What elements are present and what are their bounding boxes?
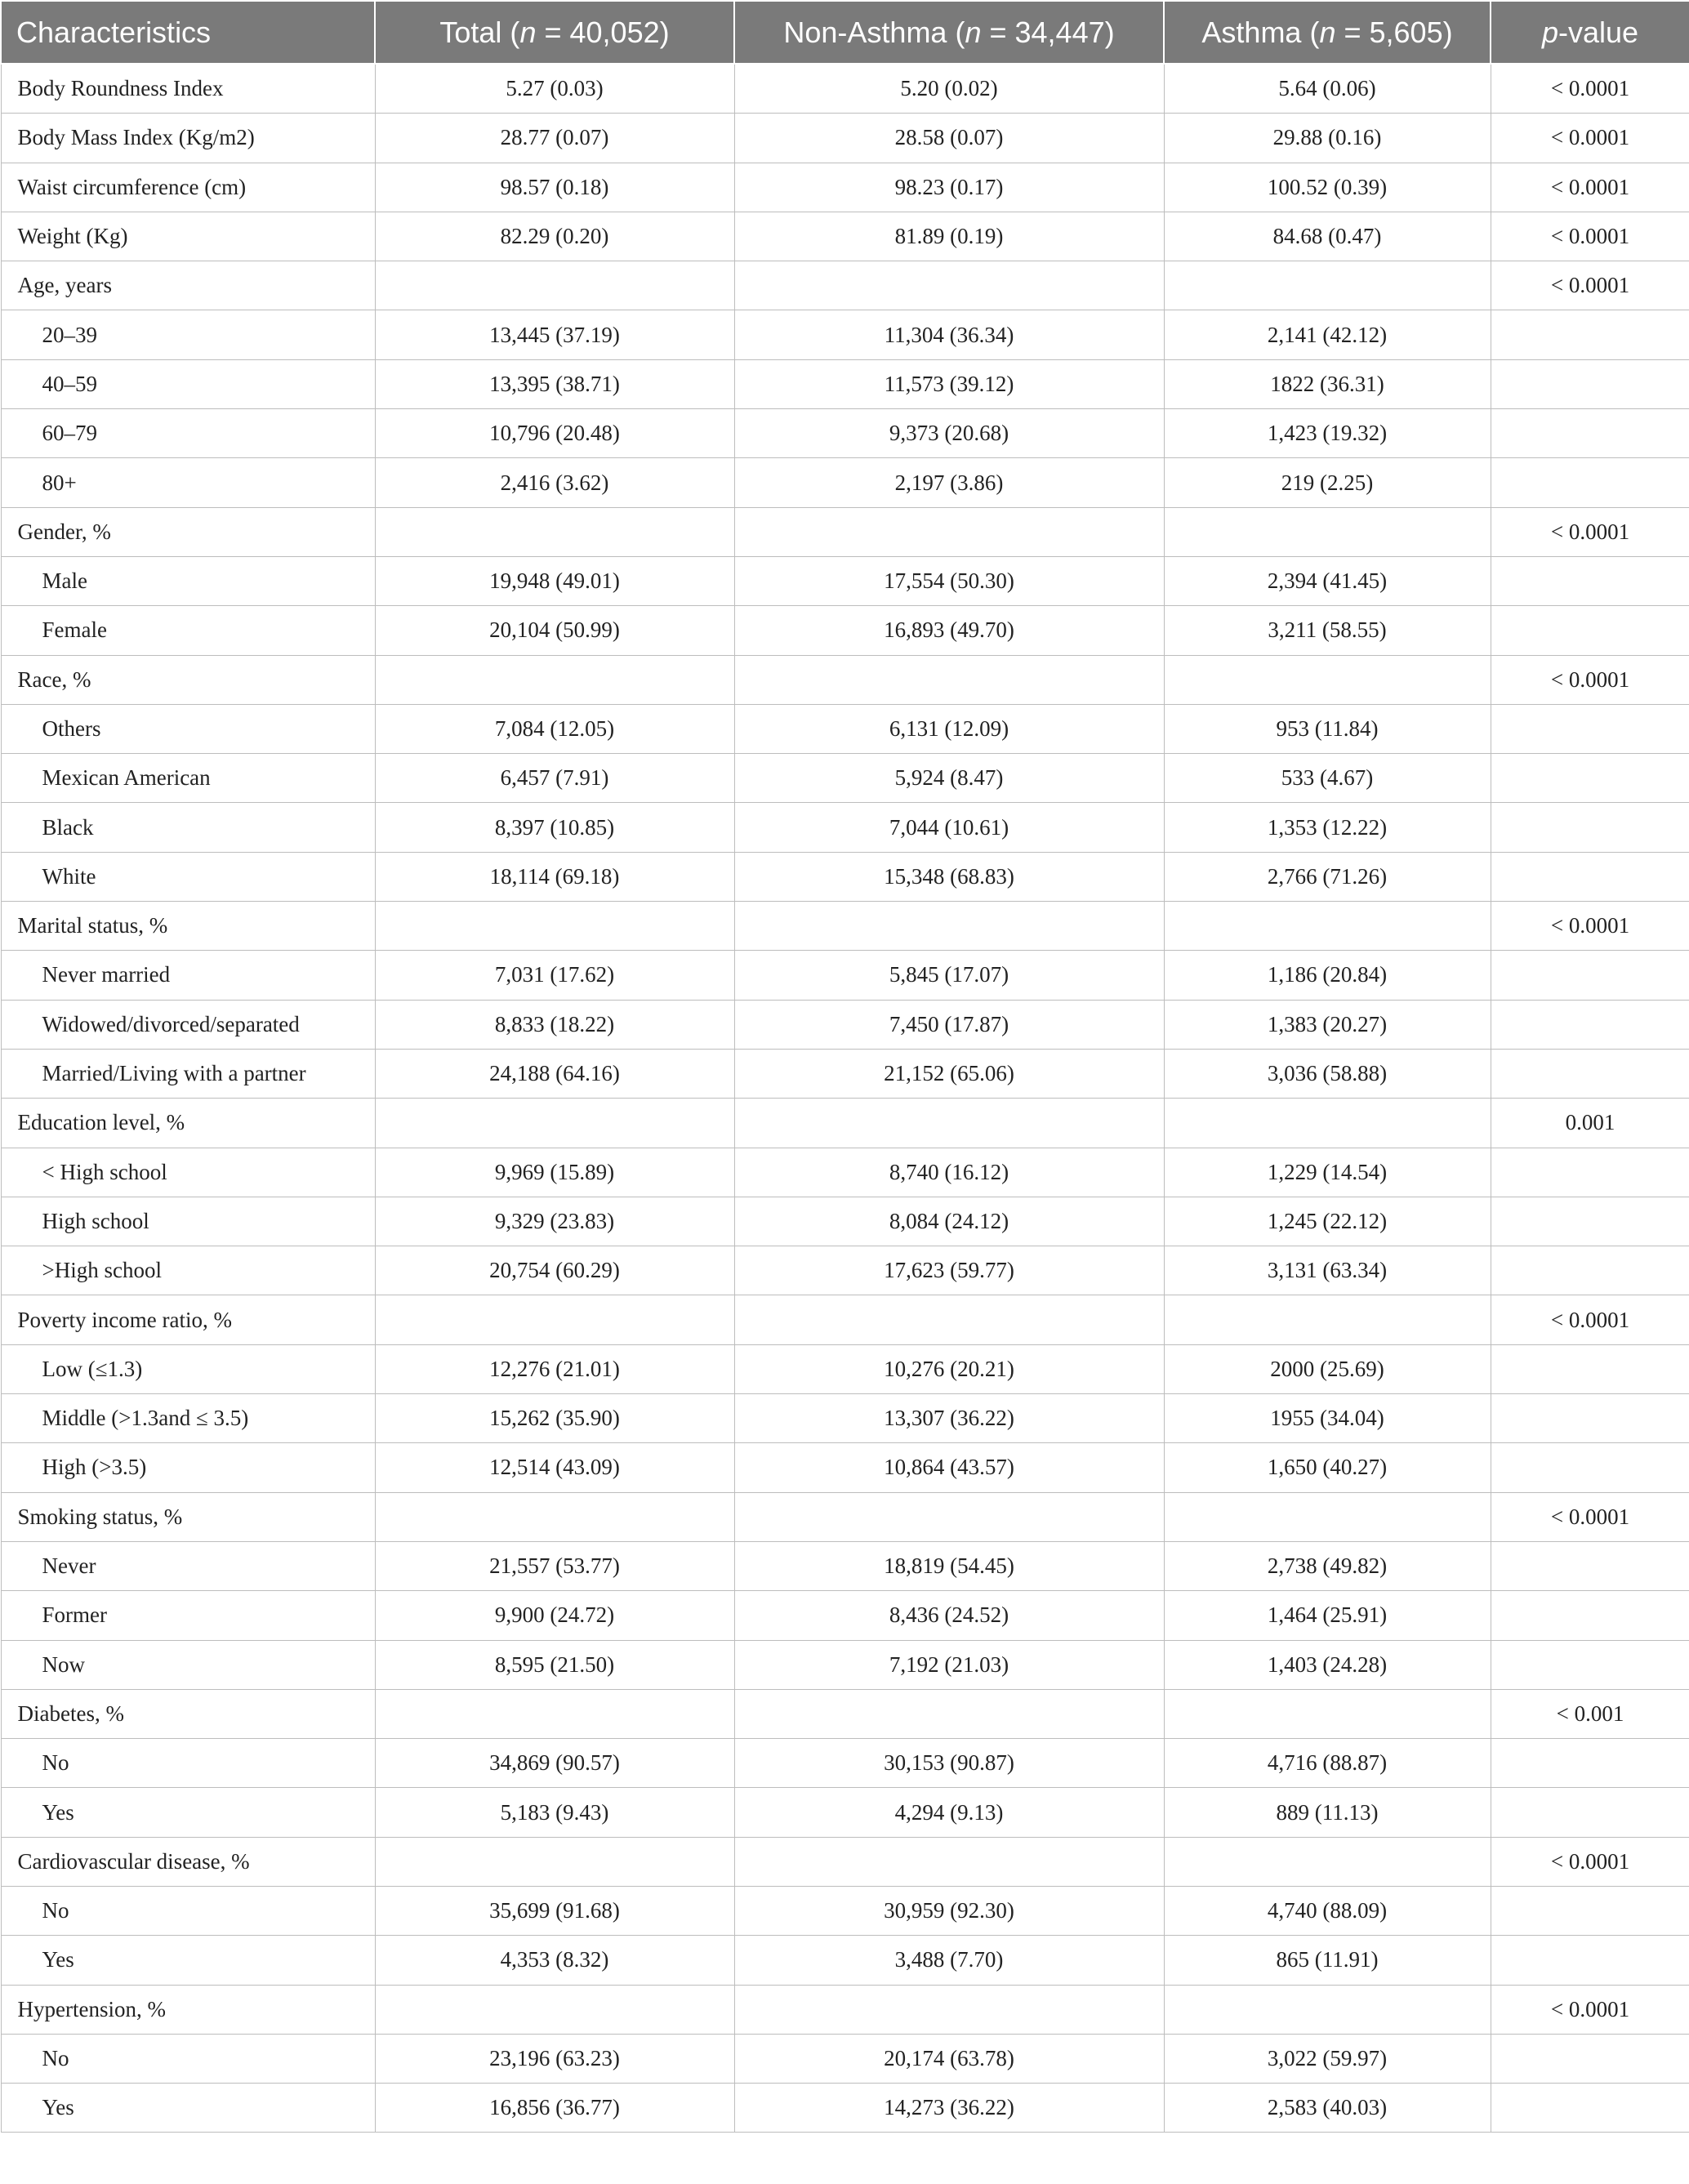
row-label: Yes: [1, 2084, 375, 2133]
header-non-asthma-n: n: [965, 15, 982, 49]
row-label: Yes: [1, 1788, 375, 1837]
row-p-value: [1491, 1443, 1689, 1492]
row-total-value: [375, 1295, 734, 1344]
row-non-asthma-value: 2,197 (3.86): [734, 458, 1164, 507]
row-p-value: < 0.0001: [1491, 902, 1689, 951]
row-asthma-value: [1164, 1099, 1491, 1148]
row-label: Marital status, %: [1, 902, 375, 951]
table-row: [1, 1443, 1689, 1492]
row-total-value: 21,557 (53.77): [375, 1541, 734, 1590]
row-label: 40–59: [1, 359, 375, 408]
row-total-value: 7,084 (12.05): [375, 704, 734, 753]
row-non-asthma-value: 16,893 (49.70): [734, 606, 1164, 655]
row-label: Education level, %: [1, 1099, 375, 1148]
header-total-n: n: [519, 15, 537, 49]
row-total-value: 8,397 (10.85): [375, 803, 734, 852]
row-p-value: [1491, 951, 1689, 1000]
row-asthma-value: 3,211 (58.55): [1164, 606, 1491, 655]
row-asthma-value: 3,036 (58.88): [1164, 1049, 1491, 1098]
row-total-value: 4,353 (8.32): [375, 1936, 734, 1985]
row-label: Black: [1, 803, 375, 852]
row-label: 20–39: [1, 310, 375, 359]
row-total-value: [375, 261, 734, 310]
table-body: [1, 64, 1689, 2133]
row-asthma-value: 4,716 (88.87): [1164, 1739, 1491, 1788]
header-p-italic: p: [1541, 15, 1558, 49]
row-asthma-value: 889 (11.13): [1164, 1788, 1491, 1837]
row-p-value: < 0.0001: [1491, 1492, 1689, 1541]
row-non-asthma-value: 14,273 (36.22): [734, 2084, 1164, 2133]
row-non-asthma-value: 11,573 (39.12): [734, 359, 1164, 408]
row-total-value: 24,188 (64.16): [375, 1049, 734, 1098]
row-total-value: 28.77 (0.07): [375, 114, 734, 163]
table-row: [1, 114, 1689, 163]
row-p-value: [1491, 1788, 1689, 1837]
table-row: [1, 754, 1689, 803]
row-label: Race, %: [1, 655, 375, 704]
row-asthma-value: 219 (2.25): [1164, 458, 1491, 507]
row-asthma-value: 4,740 (88.09): [1164, 1886, 1491, 1935]
row-asthma-value: [1164, 1492, 1491, 1541]
row-p-value: [1491, 310, 1689, 359]
row-non-asthma-value: 20,174 (63.78): [734, 2034, 1164, 2083]
table-row: [1, 1886, 1689, 1935]
row-total-value: 34,869 (90.57): [375, 1739, 734, 1788]
row-total-value: 98.57 (0.18): [375, 163, 734, 212]
row-non-asthma-value: 4,294 (9.13): [734, 1788, 1164, 1837]
row-p-value: [1491, 1344, 1689, 1393]
table-header: [1, 1, 1689, 64]
row-asthma-value: 1,229 (14.54): [1164, 1148, 1491, 1197]
row-p-value: [1491, 1936, 1689, 1985]
table-row: [1, 1837, 1689, 1886]
row-label: Body Mass Index (Kg/m2): [1, 114, 375, 163]
table-row: [1, 1049, 1689, 1098]
table-row: [1, 507, 1689, 556]
table-row: [1, 64, 1689, 114]
table-row: [1, 212, 1689, 261]
table-row: [1, 852, 1689, 901]
row-p-value: [1491, 1886, 1689, 1935]
row-asthma-value: 1,464 (25.91): [1164, 1591, 1491, 1640]
row-p-value: < 0.0001: [1491, 507, 1689, 556]
row-non-asthma-value: 81.89 (0.19): [734, 212, 1164, 261]
row-p-value: [1491, 1197, 1689, 1246]
row-non-asthma-value: 8,084 (24.12): [734, 1197, 1164, 1246]
row-total-value: 15,262 (35.90): [375, 1394, 734, 1443]
row-label: Low (≤1.3): [1, 1344, 375, 1393]
row-asthma-value: 100.52 (0.39): [1164, 163, 1491, 212]
row-label: Smoking status, %: [1, 1492, 375, 1541]
row-non-asthma-value: 7,044 (10.61): [734, 803, 1164, 852]
row-non-asthma-value: 5,845 (17.07): [734, 951, 1164, 1000]
row-label: Yes: [1, 1936, 375, 1985]
row-p-value: < 0.0001: [1491, 114, 1689, 163]
row-asthma-value: [1164, 1837, 1491, 1886]
header-asthma: [1164, 1, 1491, 64]
row-p-value: < 0.0001: [1491, 212, 1689, 261]
row-p-value: 0.001: [1491, 1099, 1689, 1148]
row-asthma-value: 1,383 (20.27): [1164, 1000, 1491, 1049]
row-non-asthma-value: 11,304 (36.34): [734, 310, 1164, 359]
row-asthma-value: 1,186 (20.84): [1164, 951, 1491, 1000]
table-row: [1, 1985, 1689, 2034]
row-total-value: 16,856 (36.77): [375, 2084, 734, 2133]
row-p-value: [1491, 852, 1689, 901]
table-row: [1, 261, 1689, 310]
row-p-value: [1491, 2034, 1689, 2083]
table-row: [1, 1591, 1689, 1640]
row-non-asthma-value: 7,192 (21.03): [734, 1640, 1164, 1689]
row-non-asthma-value: 30,959 (92.30): [734, 1886, 1164, 1935]
row-non-asthma-value: [734, 1295, 1164, 1344]
row-label: No: [1, 2034, 375, 2083]
table-row: [1, 1394, 1689, 1443]
row-label: Diabetes, %: [1, 1689, 375, 1738]
header-p-value: [1491, 1, 1689, 64]
row-asthma-value: [1164, 655, 1491, 704]
row-asthma-value: [1164, 902, 1491, 951]
row-asthma-value: 2,766 (71.26): [1164, 852, 1491, 901]
row-asthma-value: 533 (4.67): [1164, 754, 1491, 803]
table-row: [1, 1640, 1689, 1689]
row-non-asthma-value: 6,131 (12.09): [734, 704, 1164, 753]
row-asthma-value: 3,022 (59.97): [1164, 2034, 1491, 2083]
row-p-value: [1491, 1394, 1689, 1443]
row-total-value: 19,948 (49.01): [375, 556, 734, 605]
row-total-value: [375, 1689, 734, 1738]
table-row: [1, 606, 1689, 655]
row-non-asthma-value: [734, 507, 1164, 556]
row-p-value: < 0.0001: [1491, 261, 1689, 310]
row-label: Cardiovascular disease, %: [1, 1837, 375, 1886]
table-row: [1, 1541, 1689, 1590]
row-label: Hypertension, %: [1, 1985, 375, 2034]
row-total-value: [375, 902, 734, 951]
row-total-value: 2,416 (3.62): [375, 458, 734, 507]
row-total-value: 9,329 (23.83): [375, 1197, 734, 1246]
row-total-value: 82.29 (0.20): [375, 212, 734, 261]
row-label: Gender, %: [1, 507, 375, 556]
row-non-asthma-value: 5,924 (8.47): [734, 754, 1164, 803]
header-non-asthma-prefix: Non-Asthma (: [783, 15, 965, 49]
row-non-asthma-value: 17,623 (59.77): [734, 1246, 1164, 1295]
row-non-asthma-value: 21,152 (65.06): [734, 1049, 1164, 1098]
row-total-value: 13,445 (37.19): [375, 310, 734, 359]
row-non-asthma-value: 28.58 (0.07): [734, 114, 1164, 163]
header-characteristics-text: Characteristics: [16, 15, 212, 49]
row-asthma-value: 1,245 (22.12): [1164, 1197, 1491, 1246]
row-total-value: 35,699 (91.68): [375, 1886, 734, 1935]
row-total-value: [375, 1837, 734, 1886]
table-row: [1, 1344, 1689, 1393]
row-asthma-value: 1822 (36.31): [1164, 359, 1491, 408]
row-non-asthma-value: 9,373 (20.68): [734, 409, 1164, 458]
row-p-value: [1491, 606, 1689, 655]
row-label: 80+: [1, 458, 375, 507]
row-non-asthma-value: 5.20 (0.02): [734, 64, 1164, 114]
row-asthma-value: 3,131 (63.34): [1164, 1246, 1491, 1295]
row-label: Middle (>1.3and ≤ 3.5): [1, 1394, 375, 1443]
header-asthma-suffix: = 5,605): [1335, 15, 1453, 49]
row-label: White: [1, 852, 375, 901]
row-asthma-value: [1164, 507, 1491, 556]
row-p-value: [1491, 1541, 1689, 1590]
row-total-value: 8,595 (21.50): [375, 1640, 734, 1689]
row-total-value: 7,031 (17.62): [375, 951, 734, 1000]
row-asthma-value: 5.64 (0.06): [1164, 64, 1491, 114]
row-total-value: 5,183 (9.43): [375, 1788, 734, 1837]
row-total-value: [375, 1985, 734, 2034]
row-non-asthma-value: 7,450 (17.87): [734, 1000, 1164, 1049]
table-row: [1, 2034, 1689, 2083]
row-label: Male: [1, 556, 375, 605]
row-non-asthma-value: [734, 1689, 1164, 1738]
row-p-value: < 0.0001: [1491, 163, 1689, 212]
row-total-value: 20,754 (60.29): [375, 1246, 734, 1295]
row-total-value: 23,196 (63.23): [375, 2034, 734, 2083]
table-row: [1, 1936, 1689, 1985]
row-non-asthma-value: [734, 902, 1164, 951]
row-total-value: 20,104 (50.99): [375, 606, 734, 655]
table-row: [1, 1099, 1689, 1148]
table-row: [1, 1689, 1689, 1738]
row-non-asthma-value: 98.23 (0.17): [734, 163, 1164, 212]
header-characteristics: [1, 1, 375, 64]
row-label: Body Roundness Index: [1, 64, 375, 114]
row-label: < High school: [1, 1148, 375, 1197]
row-p-value: < 0.001: [1491, 1689, 1689, 1738]
row-label: 60–79: [1, 409, 375, 458]
row-non-asthma-value: 8,436 (24.52): [734, 1591, 1164, 1640]
row-total-value: 12,514 (43.09): [375, 1443, 734, 1492]
table-row: [1, 951, 1689, 1000]
row-p-value: [1491, 803, 1689, 852]
row-p-value: < 0.0001: [1491, 1837, 1689, 1886]
table-row: [1, 1739, 1689, 1788]
row-asthma-value: 1,650 (40.27): [1164, 1443, 1491, 1492]
row-asthma-value: [1164, 261, 1491, 310]
row-asthma-value: 29.88 (0.16): [1164, 114, 1491, 163]
table-row: [1, 310, 1689, 359]
table-row: [1, 803, 1689, 852]
row-non-asthma-value: [734, 1837, 1164, 1886]
row-label: High school: [1, 1197, 375, 1246]
row-non-asthma-value: [734, 655, 1164, 704]
row-p-value: [1491, 409, 1689, 458]
row-non-asthma-value: [734, 261, 1164, 310]
table-row: [1, 902, 1689, 951]
row-asthma-value: [1164, 1295, 1491, 1344]
header-total-prefix: Total (: [439, 15, 520, 49]
table-row: [1, 409, 1689, 458]
row-label: No: [1, 1886, 375, 1935]
row-label: Married/Living with a partner: [1, 1049, 375, 1098]
row-asthma-value: 1,423 (19.32): [1164, 409, 1491, 458]
row-asthma-value: 2000 (25.69): [1164, 1344, 1491, 1393]
header-asthma-prefix: Asthma (: [1201, 15, 1320, 49]
table-row: [1, 2084, 1689, 2133]
row-p-value: < 0.0001: [1491, 1985, 1689, 2034]
row-label: Poverty income ratio, %: [1, 1295, 375, 1344]
row-asthma-value: 84.68 (0.47): [1164, 212, 1491, 261]
header-p-suffix: -value: [1558, 15, 1639, 49]
table-row: [1, 655, 1689, 704]
header-non-asthma-suffix: = 34,447): [981, 15, 1115, 49]
table-row: [1, 1246, 1689, 1295]
row-p-value: [1491, 1000, 1689, 1049]
row-total-value: 13,395 (38.71): [375, 359, 734, 408]
table-row: [1, 1000, 1689, 1049]
row-asthma-value: 1,353 (12.22): [1164, 803, 1491, 852]
row-p-value: < 0.0001: [1491, 655, 1689, 704]
row-asthma-value: [1164, 1689, 1491, 1738]
header-total-suffix: = 40,052): [536, 15, 670, 49]
row-label: Never married: [1, 951, 375, 1000]
table-row: [1, 458, 1689, 507]
row-asthma-value: 865 (11.91): [1164, 1936, 1491, 1985]
row-label: >High school: [1, 1246, 375, 1295]
row-label: Former: [1, 1591, 375, 1640]
row-non-asthma-value: 13,307 (36.22): [734, 1394, 1164, 1443]
row-label: Waist circumference (cm): [1, 163, 375, 212]
row-non-asthma-value: 18,819 (54.45): [734, 1541, 1164, 1590]
row-total-value: [375, 507, 734, 556]
table-row: [1, 1492, 1689, 1541]
row-non-asthma-value: [734, 1099, 1164, 1148]
table-row: [1, 556, 1689, 605]
row-p-value: < 0.0001: [1491, 1295, 1689, 1344]
row-p-value: [1491, 359, 1689, 408]
row-non-asthma-value: [734, 1985, 1164, 2034]
row-non-asthma-value: 10,864 (43.57): [734, 1443, 1164, 1492]
row-p-value: [1491, 754, 1689, 803]
row-asthma-value: 2,583 (40.03): [1164, 2084, 1491, 2133]
row-asthma-value: 2,141 (42.12): [1164, 310, 1491, 359]
row-non-asthma-value: 17,554 (50.30): [734, 556, 1164, 605]
row-label: Age, years: [1, 261, 375, 310]
header-non-asthma: [734, 1, 1164, 64]
header-asthma-n: n: [1319, 15, 1336, 49]
row-label: Never: [1, 1541, 375, 1590]
table-row: [1, 1788, 1689, 1837]
header-row: [1, 1, 1689, 64]
row-total-value: 10,796 (20.48): [375, 409, 734, 458]
row-total-value: [375, 1492, 734, 1541]
row-p-value: [1491, 1148, 1689, 1197]
row-p-value: [1491, 1246, 1689, 1295]
row-label: Now: [1, 1640, 375, 1689]
row-total-value: 12,276 (21.01): [375, 1344, 734, 1393]
row-p-value: [1491, 1640, 1689, 1689]
row-total-value: [375, 655, 734, 704]
row-total-value: 18,114 (69.18): [375, 852, 734, 901]
row-label: Widowed/divorced/separated: [1, 1000, 375, 1049]
row-non-asthma-value: 10,276 (20.21): [734, 1344, 1164, 1393]
row-asthma-value: 2,738 (49.82): [1164, 1541, 1491, 1590]
row-non-asthma-value: [734, 1492, 1164, 1541]
row-p-value: [1491, 704, 1689, 753]
table-row: [1, 1148, 1689, 1197]
table-row: [1, 163, 1689, 212]
table-row: [1, 1295, 1689, 1344]
row-label: Female: [1, 606, 375, 655]
row-p-value: < 0.0001: [1491, 64, 1689, 114]
row-total-value: 8,833 (18.22): [375, 1000, 734, 1049]
row-non-asthma-value: 3,488 (7.70): [734, 1936, 1164, 1985]
table-row: [1, 359, 1689, 408]
row-asthma-value: 953 (11.84): [1164, 704, 1491, 753]
row-total-value: 5.27 (0.03): [375, 64, 734, 114]
row-p-value: [1491, 1591, 1689, 1640]
row-total-value: 9,900 (24.72): [375, 1591, 734, 1640]
row-total-value: 9,969 (15.89): [375, 1148, 734, 1197]
row-non-asthma-value: 30,153 (90.87): [734, 1739, 1164, 1788]
row-p-value: [1491, 1049, 1689, 1098]
row-label: Mexican American: [1, 754, 375, 803]
row-non-asthma-value: 8,740 (16.12): [734, 1148, 1164, 1197]
row-non-asthma-value: 15,348 (68.83): [734, 852, 1164, 901]
row-label: Weight (Kg): [1, 212, 375, 261]
row-label: Others: [1, 704, 375, 753]
row-p-value: [1491, 1739, 1689, 1788]
row-asthma-value: 1955 (34.04): [1164, 1394, 1491, 1443]
row-label: No: [1, 1739, 375, 1788]
row-total-value: 6,457 (7.91): [375, 754, 734, 803]
row-total-value: [375, 1099, 734, 1148]
row-asthma-value: [1164, 1985, 1491, 2034]
header-total: [375, 1, 734, 64]
row-label: High (>3.5): [1, 1443, 375, 1492]
table-row: [1, 1197, 1689, 1246]
row-asthma-value: 1,403 (24.28): [1164, 1640, 1491, 1689]
row-p-value: [1491, 556, 1689, 605]
row-p-value: [1491, 2084, 1689, 2133]
table-row: [1, 704, 1689, 753]
row-asthma-value: 2,394 (41.45): [1164, 556, 1491, 605]
row-p-value: [1491, 458, 1689, 507]
